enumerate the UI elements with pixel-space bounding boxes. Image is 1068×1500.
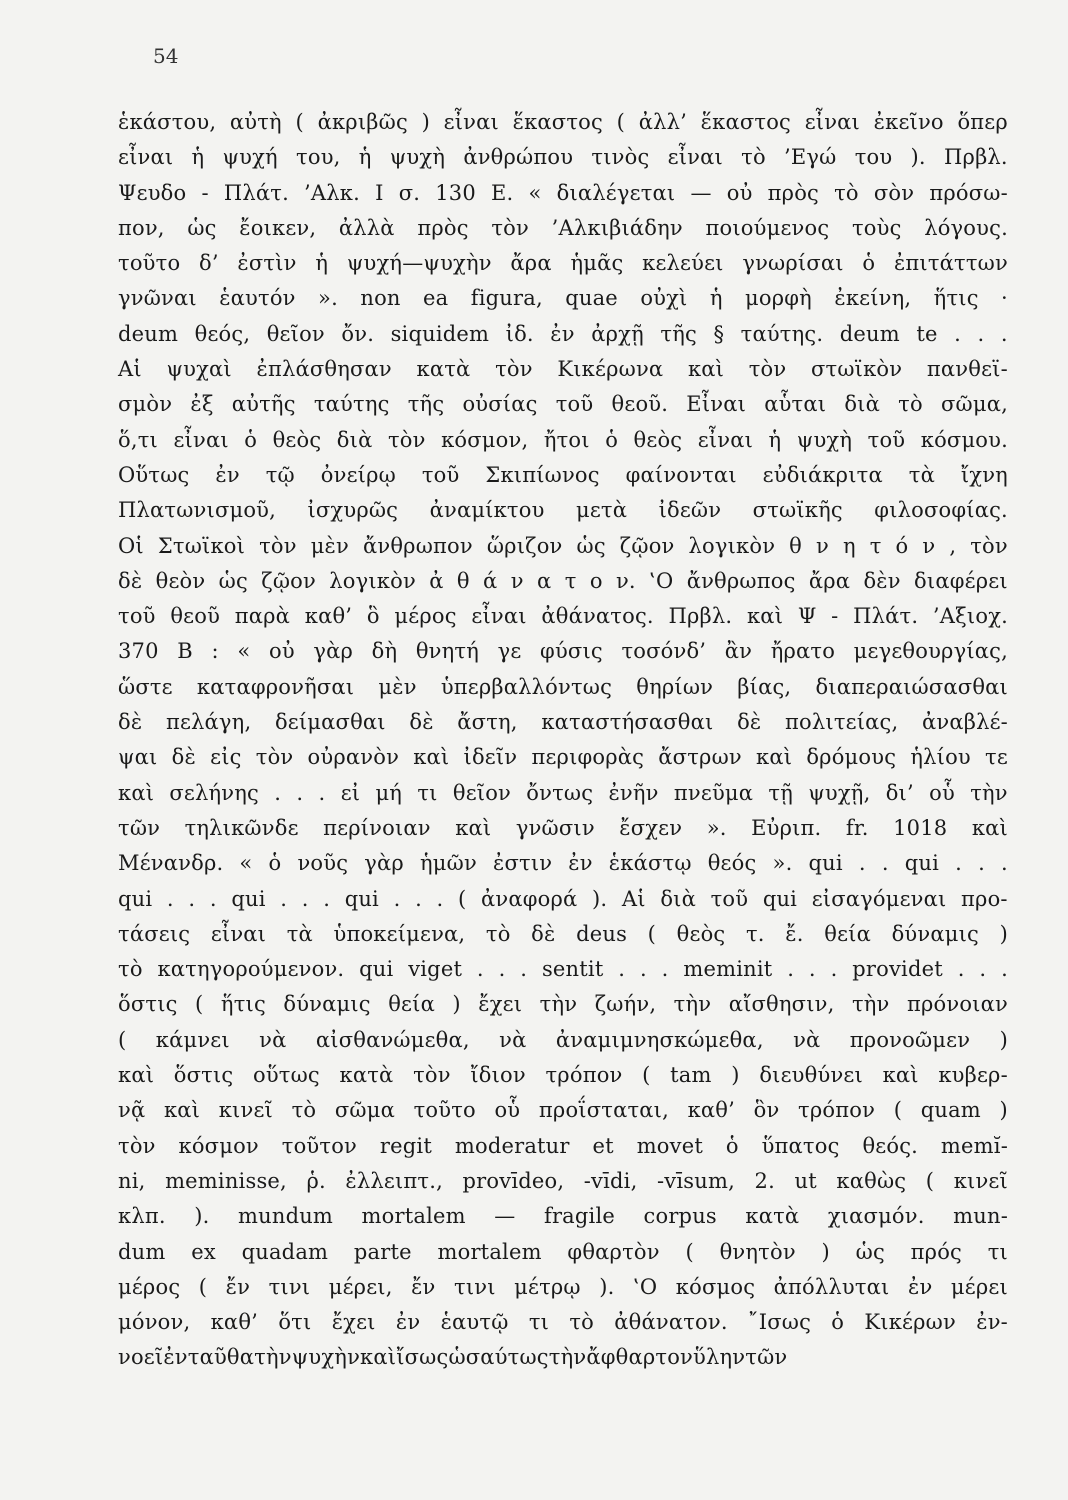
text-line: τῶν τηλικῶνδε περίνοιαν καὶ γνῶσιν ἔσχεν ». Εὐριπ. fr. 1018 καὶ (118, 815, 1008, 840)
text-line: qui . . . qui . . . qui . . . ( ἀναφορά ). Αἱ διὰ τοῦ qui εἰσαγόμεναι προ- (118, 886, 1008, 911)
text-line: τοῦτο δ’ ἐστὶν ἡ ψυχή—ψυχὴν ἄρα ἡμᾶς κελεύει γνωρίσαι ὁ ἐπιτάττων (118, 251, 1008, 276)
text-line: μέρος ( ἔν τινι μέρει, ἔν τινι μέτρῳ ). ‛Ο κόσμος ἀπόλλυται ἐν μέρει (118, 1274, 1008, 1299)
text-line: ni, meminisse, ῥ. ἐλλειπτ., provīdeo, -vīdi, -vīsum, 2. ut καθὼς ( κινεῖ (118, 1168, 1008, 1193)
text-line: Αἱ ψυχαὶ ἐπλάσθησαν κατὰ τὸν Κικέρωνα καὶ τὸν στωϊκὸν πανθεϊ- (118, 357, 1008, 382)
text-line: τάσεις εἶναι τὰ ὑποκείμενα, τὸ δὲ deus ( θεὸς τ. ἔ. θεία δύναμις ) (118, 921, 1008, 946)
text-line: κλπ. ). mundum mortalem — fragile corpus κατὰ χιασμόν. mun- (118, 1204, 1008, 1229)
text-line: δὲ θεὸν ὡς ζῷον λογικὸν ἀ θ ά ν α τ ο ν. ‛Ο ἄνθρωπος ἄρα δὲν διαφέρει (118, 568, 1008, 593)
text-line: ψαι δὲ εἰς τὸν οὐρανὸν καὶ ἰδεῖν περιφορὰς ἄστρων καὶ δρόμους ἡλίου τε (118, 745, 1008, 770)
text-line: μόνον, καθ’ ὅτι ἔχει ἐν ἑαυτῷ τι τὸ ἀθάνατον. ῎Ισως ὁ Κικέρων ἐν- (118, 1310, 1008, 1335)
text-line: καὶ ὅστις οὕτως κατὰ τὸν ἴδιον τρόπον ( tam ) διευθύνει καὶ κυβερ- (118, 1063, 1008, 1088)
text-line: ( κάμνει νὰ αἰσθανώμεθα, νὰ ἀναμιμνησκώμεθα, νὰ προνοῶμεν ) (118, 1027, 1008, 1052)
text-line: νᾷ καὶ κινεῖ τὸ σῶμα τοῦτο οὗ προΐσταται, καθ’ ὃν τρόπον ( quam ) (118, 1098, 1008, 1123)
text-line: Οὕτως ἐν τῷ ὀνείρῳ τοῦ Σκιπίωνος φαίνονται εὐδιάκριτα τὰ ἴχνη (118, 462, 1008, 487)
text-line: Πλατωνισμοῦ, ἰσχυρῶς ἀναμίκτου μετὰ ἰδεῶν στωϊκῆς φιλοσοφίας. (118, 498, 1008, 523)
text-line: dum ex quadam parte mortalem φθαρτὸν ( θνητὸν ) ὡς πρός τι (118, 1239, 1008, 1264)
text-line: ὅστις ( ἥτις δύναμις θεία ) ἔχει τὴν ζωήν, τὴν αἴσθησιν, τὴν πρόνοιαν (118, 992, 1008, 1017)
text-line: εἶναι ἡ ψυχή του, ἡ ψυχὴ ἀνθρώπου τινὸς εἶναι τὸ ’Εγώ του ). Πρβλ. (118, 145, 1008, 170)
text-line: καὶ σελήνης . . . εἰ μή τι θεῖον ὄντως ἐνῆν πνεῦμα τῇ ψυχῇ, δι’ οὗ τὴν (118, 780, 1008, 805)
text-line: πον, ὡς ἔοικεν, ἀλλὰ πρὸς τὸν ’Αλκιβιάδην ποιούμενος τοὺς λόγους. (118, 215, 1008, 240)
text-line: σμὸν ἐξ αὐτῆς ταύτης τῆς οὐσίας τοῦ θεοῦ. Εἶναι αὗται διὰ τὸ σῶμα, (118, 392, 1008, 417)
text-line: 370 Β : « οὐ γὰρ δὴ θνητή γε φύσις τοσόνδ’ ἂν ἤρατο μεγεθουργίας, (118, 639, 1008, 664)
text-line: Ψευδο - Πλάτ. ’Αλκ. Ι σ. 130 Ε. « διαλέγεται — οὐ πρὸς τὸ σὸν πρόσω- (118, 180, 1008, 205)
text-line: γνῶναι ἑαυτόν ». non ea figura, quae οὐχὶ ἡ μορφὴ ἐκείνη, ἥτις · (118, 286, 1008, 311)
text-line: Μένανδρ. « ὁ νοῦς γὰρ ἡμῶν ἐστιν ἐν ἑκάστῳ θεός ». qui . . qui . . . (118, 851, 1008, 876)
text-line: ὥστε καταφρονῆσαι μὲν ὑπερβαλλόντως θηρίων βίας, διαπεραιώσασθαι (118, 674, 1008, 699)
body-text (118, 105, 1008, 1376)
text-line: ἑκάστου, αὐτὴ ( ἀκριβῶς ) εἶναι ἕκαστος ( ἀλλ’ ἕκαστος εἶναι ἐκεῖνο ὅπερ (118, 110, 1008, 134)
page-number: 54 (153, 44, 179, 68)
text-line: deum θεός, θεῖον ὄν. siquidem ἰδ. ἐν ἀρχῇ τῆς § ταύτης. deum te . . . (118, 321, 1008, 346)
text-line: νοεῖ ἐνταῦθα τὴν ψυχὴν καὶ ἴσως ὡσαύτως τὴν ἄφθαρτον ὕλην τῶν (118, 1345, 788, 1370)
text-line: τοῦ θεοῦ παρὰ καθ’ ὃ μέρος εἶναι ἀθάνατος. Πρβλ. καὶ Ψ - Πλάτ. ’Αξιοχ. (118, 604, 1008, 629)
text-line: δὲ πελάγη, δείμασθαι δὲ ἄστη, καταστήσασθαι δὲ πολιτείας, ἀναβλέ- (118, 710, 1008, 735)
text-line: Οἱ Στωϊκοὶ τὸν μὲν ἄνθρωπον ὥριζον ὡς ζῷον λογικὸν θ ν η τ ό ν , τὸν (118, 533, 1008, 558)
text-line: ὅ,τι εἶναι ὁ θεὸς διὰ τὸν κόσμον, ἤτοι ὁ θεὸς εἶναι ἡ ψυχὴ τοῦ κόσμου. (118, 427, 1008, 452)
text-line: τὸν κόσμον τοῦτον regit moderatur et movet ὁ ὕπατος θεός. memĭ- (118, 1133, 1008, 1158)
text-line: τὸ κατηγορούμενον. qui viget . . . sentit . . . meminit . . . providet . . . (118, 957, 1008, 982)
